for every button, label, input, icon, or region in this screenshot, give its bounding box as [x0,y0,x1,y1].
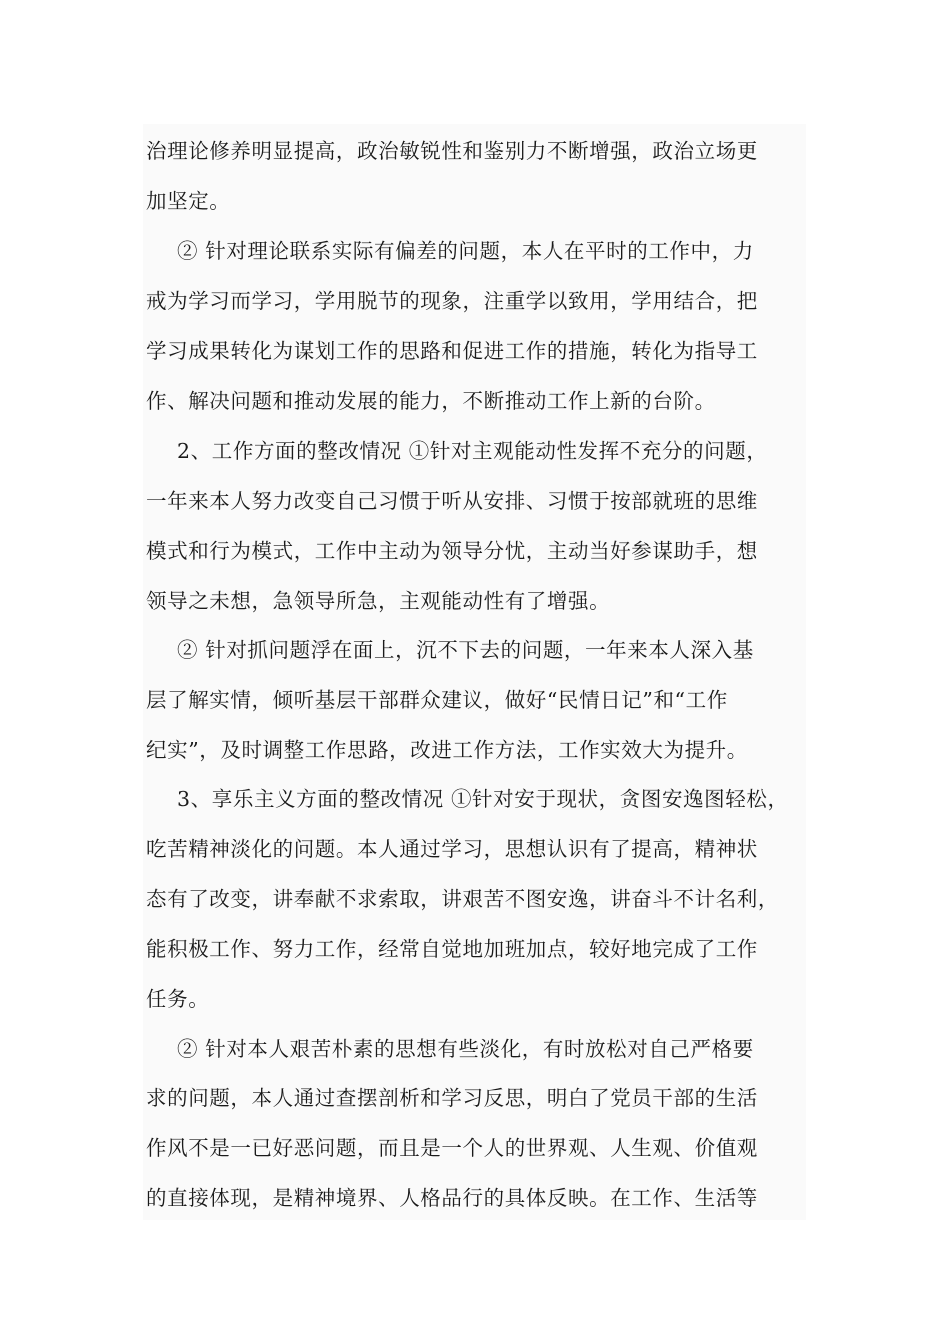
text-line-18: 任务。 [146,987,210,1011]
text-line-9: 模式和行为模式，工作中主动为领导分忧，主动当好参谋助手，想 [146,539,758,563]
text-line-10: 领导之未想，急领导所急，主观能动性有了增强。 [146,589,611,613]
text-line-8: 一年来本人努力改变自己习惯于听从安排、习惯于按部就班的思维 [146,489,758,513]
text-line-5: 学习成果转化为谋划工作的思路和促进工作的措施，转化为指导工 [146,339,758,363]
text-line-11: ② 针对抓问题浮在面上，沉不下去的问题，一年来本人深入基 [177,638,754,662]
text-line-16: 态有了改变，讲奉献不求索取，讲艰苦不图安逸，讲奋斗不计名利， [146,887,779,911]
text-line-12: 层了解实情，倾听基层干部群众建议，做好“民情日记”和“工作 [146,688,728,712]
text-line-14: 3、享乐主义方面的整改情况 ①针对安于现状，贪图安逸图轻松， [177,787,789,811]
text-line-15: 吃苦精神淡化的问题。本人通过学习，思想认识有了提高，精神状 [146,837,758,861]
text-line-7: 2、工作方面的整改情况 ①针对主观能动性发挥不充分的问题， [177,439,768,463]
text-line-17: 能积极工作、努力工作，经常自觉地加班加点，较好地完成了工作 [146,937,758,961]
text-line-22: 的直接体现，是精神境界、人格品行的具体反映。在工作、生活等 [146,1186,758,1210]
text-line-3: ② 针对理论联系实际有偏差的问题，本人在平时的工作中，力 [177,239,754,263]
text-line-6: 作、解决问题和推动发展的能力，不断推动工作上新的台阶。 [146,389,716,413]
text-line-13: 纪实”，及时调整工作思路，改进工作方法，工作实效大为提升。 [146,738,748,762]
text-line-21: 作风不是一已好恶问题，而且是一个人的世界观、人生观、价值观 [146,1136,758,1160]
text-line-1: 治理论修养明显提高，政治敏锐性和鉴别力不断增强，政治立场更 [146,139,758,163]
text-line-20: 求的问题，本人通过查摆剖析和学习反思，明白了党员干部的生活 [146,1086,758,1110]
text-line-4: 戒为学习而学习，学用脱节的现象，注重学以致用，学用结合，把 [146,289,758,313]
text-line-2: 加坚定。 [146,189,231,213]
text-line-19: ② 针对本人艰苦朴素的思想有些淡化，有时放松对自己严格要 [177,1037,754,1061]
